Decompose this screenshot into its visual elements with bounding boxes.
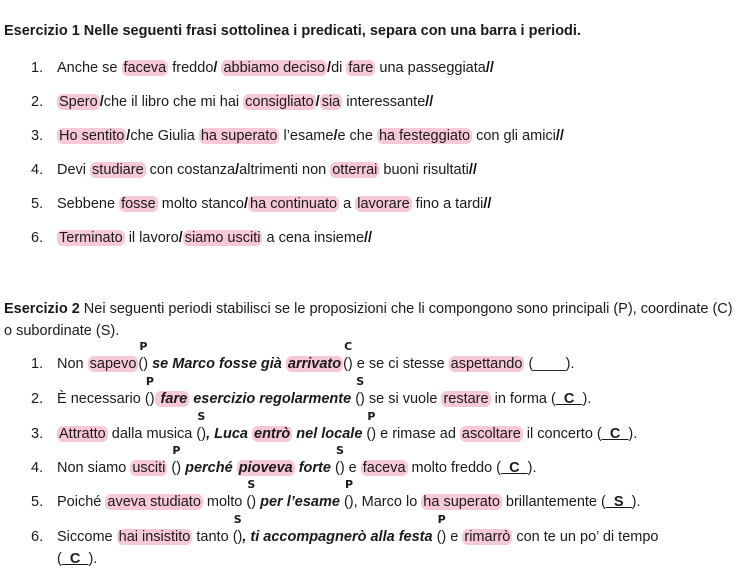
exercise-2-heading: Esercizio 2 Nei seguenti periodi stabilisci se le proposizioni che li compongono sono principali (P), coordinate (C) o subordinate (S). xyxy=(4,301,733,339)
predicate-highlight: usciti xyxy=(132,460,166,476)
label-letter: P xyxy=(344,478,353,491)
predicate-highlight: Ho sentito xyxy=(59,128,125,144)
period-separator: / xyxy=(126,128,131,144)
item-number: 3. xyxy=(31,128,44,144)
item-number: 1. xyxy=(31,356,44,372)
predicate-highlight: aveva studiato xyxy=(107,494,201,510)
ex1-item-3: 3. Ho sentito /che Giulia ha superato l’esame/e che ha festeggiato con gli amici// xyxy=(31,128,564,144)
predicate-highlight: lavorare xyxy=(357,196,410,212)
label-letter: P xyxy=(145,375,154,388)
predicate-highlight: rimarrò xyxy=(464,529,511,545)
predicate-highlight: siamo usciti xyxy=(184,230,261,246)
ex2-item-2: 2. È necessario () P fare esercizio regolarmente () S se si vuole restare in forma (_C_). xyxy=(31,375,592,407)
clause-label: () S xyxy=(355,375,365,407)
period-separator: / xyxy=(315,94,320,110)
exercise-1-heading: Esercizio 1 Nelle seguenti frasi sottolinea i predicati, separa con una barra i periodi. xyxy=(4,23,581,39)
clause-label: () P xyxy=(343,478,354,510)
predicate-highlight: abbiamo deciso xyxy=(223,60,326,76)
ex1-item-1: 1. Anche se faceva freddo/ abbiamo deciso /di fare una passeggiata// xyxy=(31,60,494,76)
clause-label: () P xyxy=(171,444,182,476)
clause-label: () P xyxy=(366,410,377,442)
predicate-highlight: ha continuato xyxy=(250,196,338,212)
predicate-highlight: hai insistito xyxy=(118,529,191,545)
answer-blank[interactable]: _C_ xyxy=(61,551,89,567)
label-letter: C xyxy=(344,340,353,353)
predicate-highlight: ha superato xyxy=(423,494,500,510)
predicate-highlight: Attratto xyxy=(59,426,106,442)
period-separator: // xyxy=(425,94,434,110)
predicate-highlight: fosse xyxy=(121,196,156,212)
period-separator: / xyxy=(99,94,104,110)
label-letter: S xyxy=(356,375,365,388)
answer-blank[interactable]: _C_ xyxy=(601,426,629,442)
label-letter: S xyxy=(197,410,206,423)
label-letter: P xyxy=(172,444,181,457)
period-separator: // xyxy=(468,162,477,178)
label-letter: S xyxy=(335,444,344,457)
clause-label: () P xyxy=(436,513,447,545)
clause-label: () S xyxy=(334,444,345,476)
predicate-highlight: sapevo xyxy=(89,356,137,372)
item-number: 4. xyxy=(31,460,44,476)
period-separator: // xyxy=(485,60,494,76)
label-letter: S xyxy=(233,513,242,526)
item-number: 5. xyxy=(31,196,44,212)
ex2-item-5: 5. Poiché aveva studiato molto () S per l’esame () P , Marco lo ha superato brillantemente (_S_). xyxy=(31,478,641,510)
item-number: 2. xyxy=(31,391,44,407)
ex1-item-6: 6. Terminato il lavoro/ siamo usciti a cena insieme// xyxy=(31,230,373,246)
predicate-highlight: faceva xyxy=(362,460,406,476)
answer-blank[interactable]: ____ xyxy=(533,356,566,372)
predicate-highlight: ha superato xyxy=(200,128,278,144)
period-separator: / xyxy=(327,60,332,76)
predicate-highlight: fare xyxy=(348,60,374,76)
label-letter: S xyxy=(247,478,256,491)
predicate-highlight: otterrai xyxy=(332,162,378,178)
period-separator: / xyxy=(333,128,338,144)
predicate-highlight: faceva xyxy=(123,60,167,76)
item-number: 4. xyxy=(31,162,44,178)
label-letter: P xyxy=(367,410,376,423)
period-separator: / xyxy=(235,162,240,178)
period-separator: / xyxy=(178,230,183,246)
clause-label: () S xyxy=(246,478,257,510)
ex2-item-6-continuation: (_C_). xyxy=(57,551,98,567)
predicate-highlight: aspettando xyxy=(450,356,523,372)
ex2-item-4: 4. Non siamo usciti () P perché pioveva forte () S e faceva molto freddo (_C_). xyxy=(31,444,537,476)
item-number: 6. xyxy=(31,529,44,545)
predicate-highlight: restare xyxy=(443,391,489,407)
answer-blank[interactable]: _C_ xyxy=(501,460,528,476)
item-number: 1. xyxy=(31,60,44,76)
answer-blank[interactable]: _C_ xyxy=(555,391,583,407)
predicate-highlight: arrivato xyxy=(287,356,342,372)
predicate-highlight: entrò xyxy=(254,426,291,442)
label-letter: P xyxy=(139,340,148,353)
clause-label: () S xyxy=(232,513,243,545)
period-separator: // xyxy=(555,128,564,144)
item-number: 3. xyxy=(31,426,44,442)
predicate-highlight: ascoltare xyxy=(461,426,521,442)
predicate-highlight: consigliato xyxy=(245,94,314,110)
predicate-highlight: fare xyxy=(156,391,188,407)
predicate-highlight: sia xyxy=(321,94,341,110)
predicate-highlight: studiare xyxy=(92,162,144,178)
predicate-highlight: pioveva xyxy=(238,460,293,476)
predicate-highlight: ha festeggiato xyxy=(378,128,471,144)
clause-label: () P xyxy=(144,375,155,407)
label-letter: P xyxy=(437,513,446,526)
period-separator: // xyxy=(364,230,373,246)
clause-label: () C xyxy=(343,340,353,372)
period-separator: / xyxy=(213,60,218,76)
ex1-item-4: 4. Devi studiare con costanza/altrimenti non otterrai buoni risultati// xyxy=(31,162,477,178)
clause-label: () S xyxy=(196,410,207,442)
answer-blank[interactable]: _S_ xyxy=(605,494,632,510)
item-number: 2. xyxy=(31,94,44,110)
ex2-item-6: 6. Siccome hai insistito tanto () S , ti accompagnerò alla festa () P e rimarrò con te un po’ di tempo xyxy=(31,513,659,545)
predicate-highlight: Terminato xyxy=(59,230,123,246)
item-number: 6. xyxy=(31,230,44,246)
ex1-item-5: 5. Sebbene fosse molto stanco/ ha continuato a lavorare fino a tardi// xyxy=(31,196,492,212)
ex1-item-2: 2. Spero /che il libro che mi hai consigliato / sia interessante// xyxy=(31,94,434,110)
ex2-item-1: 1. Non sapevo () P se Marco fosse già arrivato () C e se ci stesse aspettando (____). xyxy=(31,340,575,372)
period-separator: // xyxy=(483,196,492,212)
ex2-item-3: 3. Attratto dalla musica () S , Luca entrò nel locale () P e rimase ad ascoltare il concerto (_C_). xyxy=(31,410,638,442)
predicate-highlight: Spero xyxy=(59,94,98,110)
period-separator: / xyxy=(244,196,249,212)
item-number: 5. xyxy=(31,494,44,510)
clause-label: () P xyxy=(138,340,149,372)
